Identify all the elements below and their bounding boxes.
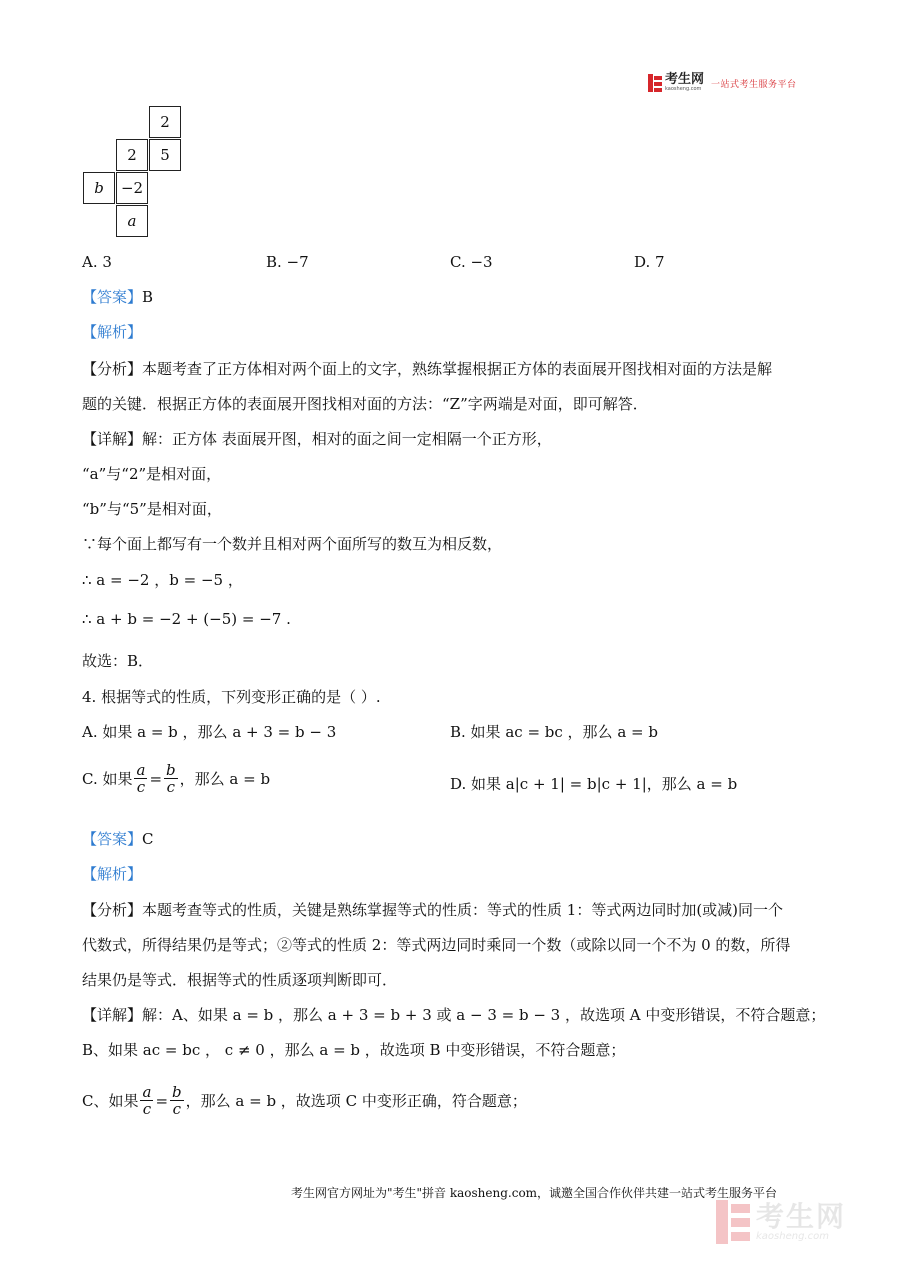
q4-detail-3-prefix: C、如果 (82, 1091, 139, 1110)
q4-analysis-tag: 【解析】 (82, 865, 143, 883)
q3-option-c: C. −3 (450, 253, 493, 271)
q3-detail-3: “b”与“5”是相对面， (82, 500, 222, 518)
equals-sign: = (149, 769, 163, 788)
q3-answer-line (82, 287, 153, 307)
q3-answer: B (142, 288, 154, 306)
net-cell-center: −2 (116, 172, 148, 204)
fraction-a-over-c (140, 1084, 153, 1117)
q4-detail-2: B、如果 ac = bc ， c ≠ 0 ，那么 a = b ，故选项 B 中变形错误，不符合题意； (82, 1041, 626, 1059)
logo-mark-icon (648, 74, 662, 92)
frac-denominator: c (136, 778, 146, 796)
q4-fenxi-2: 代数式，所得结果仍是等式；②等式的性质 2：等式两边同时乘同一个数（或除以同一个不为 0 的数，所得 (82, 936, 791, 954)
frac-numerator: a (136, 761, 146, 779)
q3-option-b: B. −7 (266, 253, 309, 271)
watermark-url: kaosheng.com (756, 1230, 829, 1242)
fraction-b-over-c (164, 762, 178, 795)
header-logo (648, 72, 797, 94)
q4-option-c (82, 762, 270, 795)
q3-fenxi-1 (82, 359, 772, 379)
q4-fenxi-3: 结果仍是等式．根据等式的性质逐项判断即可． (82, 971, 398, 989)
frac-numerator: a (142, 1083, 152, 1101)
q3-detail-6: ∴ a + b = −2 + (−5) = −7 . (82, 610, 291, 628)
detail-tag: 【详解】 (82, 1006, 143, 1024)
net-cell-bottom: a (116, 205, 148, 237)
logo-url: kaosheng.com (665, 86, 702, 92)
net-cell-top: 2 (149, 106, 181, 138)
net-cell-mid-left: 2 (116, 139, 148, 171)
watermark-name: 考生网 (756, 1199, 847, 1233)
net-cell-mid-right: 5 (149, 139, 181, 171)
q4-answer-line (82, 829, 154, 849)
q4-option-a: A. 如果 a = b ，那么 a + 3 = b − 3 (82, 723, 337, 741)
q3-detail-4: ∵每个面上都写有一个数并且相对两个面所写的数互为相反数， (82, 535, 503, 553)
q3-detail-text-1: 解：正方体 表面展开图，相对的面之间一定相隔一个正方形， (142, 430, 552, 448)
page-footer: 考生网官方网址为"考生"拼音 kaosheng.com，诚邀全国合作伙伴共建一站式考生服务平台 (291, 1186, 778, 1200)
q4-fenxi-1 (82, 900, 783, 920)
q4-option-c-suffix: ，那么 a = b (179, 769, 271, 788)
frac-denominator: c (172, 1100, 182, 1118)
q4-option-b: B. 如果 ac = bc ，那么 a = b (450, 723, 658, 741)
q3-detail-1 (82, 429, 552, 449)
q3-fenxi-2: 题的关键．根据正方体的表面展开图找相对面的方法：“Z”字两端是对面，即可解答． (82, 395, 648, 413)
q4-fenxi-text-1: 本题考查等式的性质，关键是熟练掌握等式的性质：等式的性质 1：等式两边同时加(或减)同一个 (142, 901, 784, 919)
q3-analysis-tag: 【解析】 (82, 323, 143, 341)
q3-detail-2: “a”与“2”是相对面， (82, 465, 222, 483)
frac-denominator: c (142, 1100, 152, 1118)
detail-tag: 【详解】 (82, 430, 143, 448)
q4-detail-3-suffix: ，那么 a = b ，故选项 C 中变形正确，符合题意； (185, 1091, 527, 1110)
watermark-mark-icon (716, 1200, 750, 1244)
q3-fenxi-text-1: 本题考查了正方体相对两个面上的文字，熟练掌握根据正方体的表面展开图找相对面的方法是解 (142, 360, 773, 378)
q4-option-d: D. 如果 a|c + 1| = b|c + 1|，那么 a = b (450, 775, 738, 793)
q3-option-a: A. 3 (82, 253, 112, 271)
q3-detail-5: ∴ a = −2 ，b = −5 ， (82, 571, 243, 589)
q4-detail-3 (82, 1084, 527, 1117)
net-cell-left: b (83, 172, 115, 204)
fraction-a-over-c (134, 762, 147, 795)
q4-option-c-prefix: C. 如果 (82, 769, 133, 788)
frac-numerator: b (172, 1083, 182, 1101)
q4-detail-1 (82, 1005, 825, 1025)
q3-conclusion: 故选：B． (82, 652, 154, 670)
frac-numerator: b (166, 761, 176, 779)
q4-answer: C (142, 830, 154, 848)
fenxi-tag: 【分析】 (82, 901, 143, 919)
watermark-logo (716, 1200, 846, 1244)
frac-denominator: c (166, 778, 176, 796)
q4-detail-text-1: 解：A、如果 a = b ，那么 a + 3 = b + 3 或 a − 3 = b − 3 ，故选项 A 中变形错误，不符合题意； (142, 1006, 826, 1024)
q4-stem: 4. 根据等式的性质，下列变形正确的是（ ）. (82, 688, 381, 706)
logo-slogan: 一站式考生服务平台 (711, 79, 797, 90)
answer-tag: 【答案】 (82, 830, 143, 848)
fenxi-tag: 【分析】 (82, 360, 143, 378)
logo-name: 考生网 (665, 72, 705, 87)
equals-sign: = (155, 1091, 169, 1110)
fraction-b-over-c (170, 1084, 184, 1117)
answer-tag: 【答案】 (82, 288, 143, 306)
q3-option-d: D. 7 (634, 253, 665, 271)
